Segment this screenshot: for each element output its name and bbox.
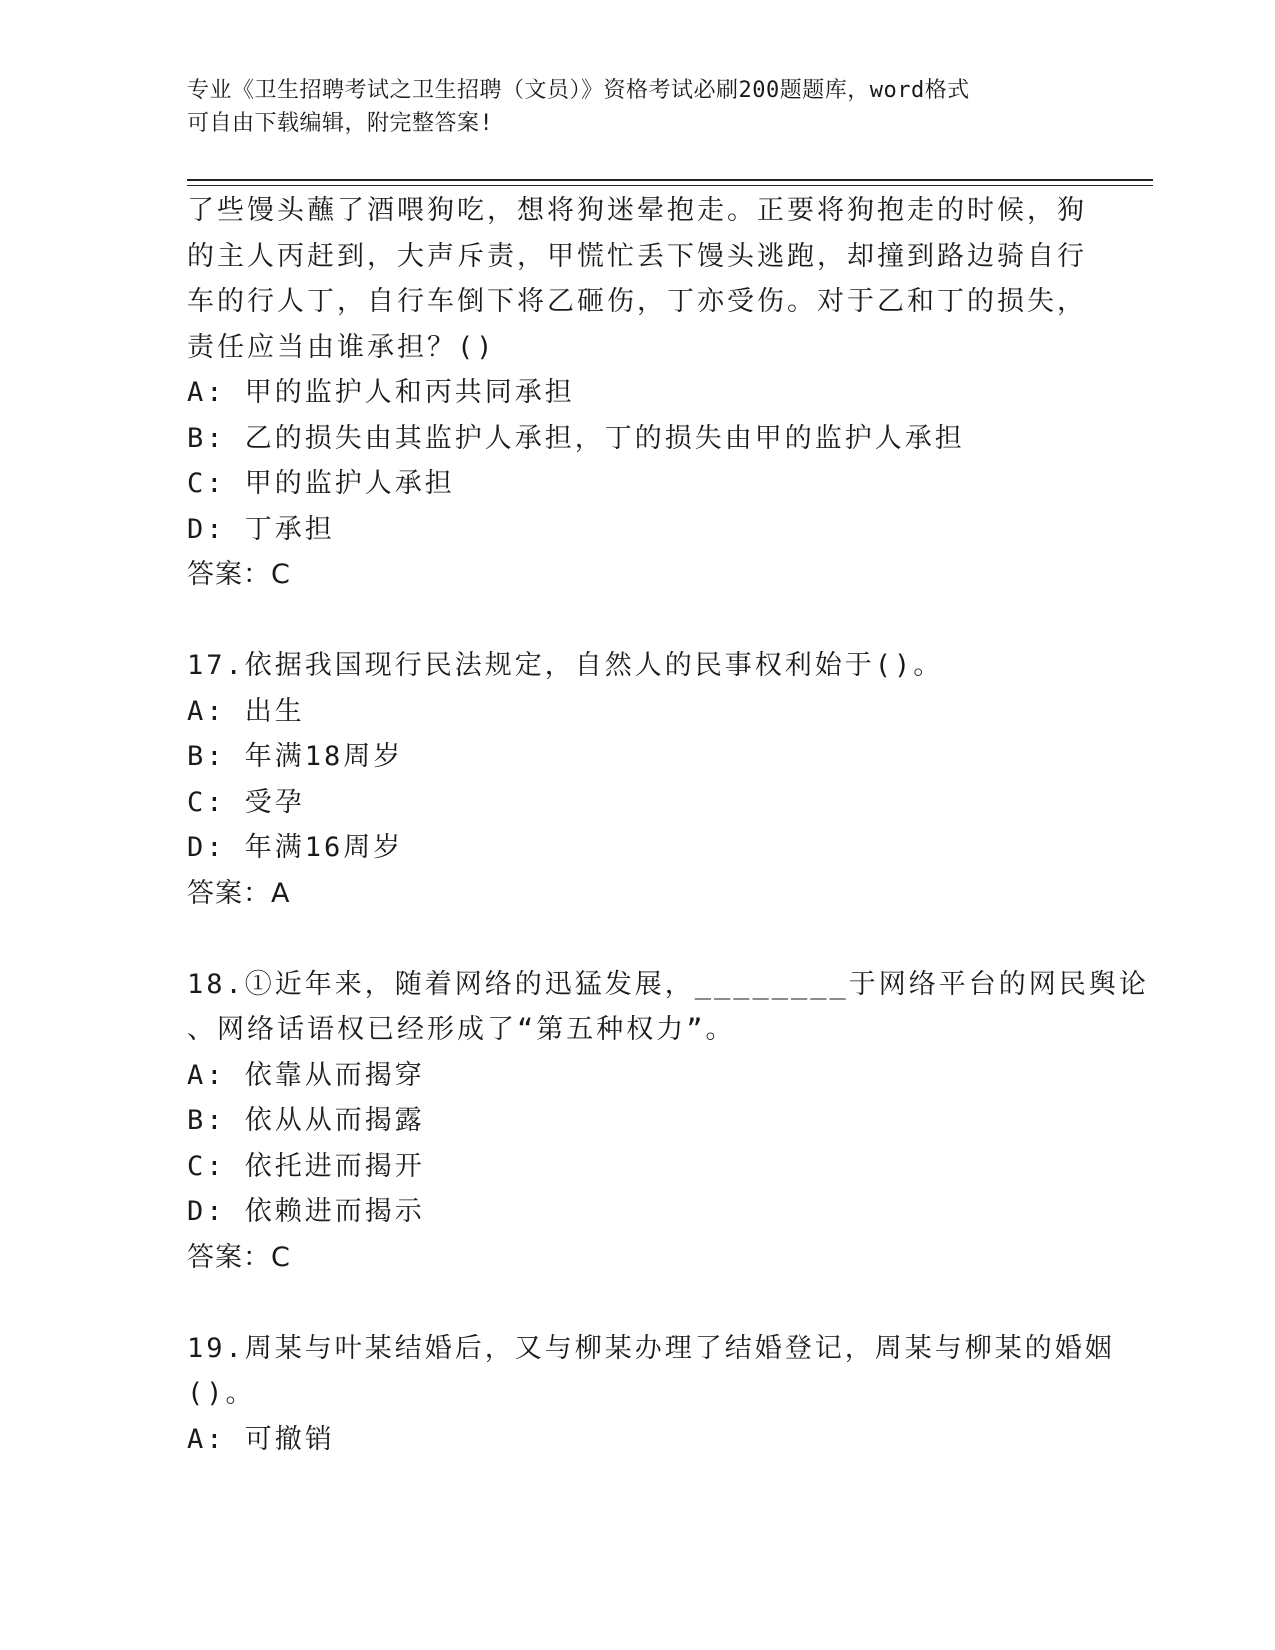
question-text-line: 19.周某与叶某结婚后，又与柳某办理了结婚登记，周某与柳某的婚姻 — [187, 1332, 1115, 1364]
option-c: C: 甲的监护人承担 — [187, 468, 455, 499]
header-line-2: 可自由下载编辑，附完整答案! — [187, 111, 494, 136]
option-c: C: 依托进而揭开 — [187, 1150, 425, 1182]
option-a: A: 甲的监护人和丙共同承担 — [187, 377, 575, 408]
header-line-1: 专业《卫生招聘考试之卫生招聘（文员）》资格考试必刷200题题库，word格式 — [187, 78, 970, 103]
question-text-line: 了些馒头蘸了酒喂狗吃，想将狗迷晕抱走。正要将狗抱走的时候，狗 — [187, 195, 1087, 226]
question-text-line: 的主人丙赶到，大声斥责，甲慌忙丢下馒头逃跑，却撞到路边骑自行 — [187, 240, 1087, 272]
question-text-line: 、网络话语权已经形成了“第五种权力”。 — [187, 1014, 736, 1045]
question-text-line: 18.①近年来，随着网络的迅猛发展，________于网络平台的网民舆论 — [187, 968, 1149, 1000]
option-b: B: 年满18周岁 — [187, 741, 404, 772]
page-header — [187, 74, 1067, 140]
option-a: A: 出生 — [187, 695, 305, 727]
answer: 答案：C — [187, 559, 291, 590]
option-d: D: 年满16周岁 — [187, 832, 404, 863]
option-a: A: 可撤销 — [187, 1423, 335, 1455]
question-content — [187, 188, 1149, 1462]
question-18 — [187, 962, 1149, 1281]
spacer — [187, 1280, 1087, 1326]
answer: 答案：A — [187, 877, 291, 909]
answer: 答案：C — [187, 1241, 291, 1273]
question-16 — [187, 188, 1087, 598]
spacer — [187, 916, 1087, 962]
option-a: A: 依靠从而揭穿 — [187, 1059, 425, 1091]
option-d: D: 依赖进而揭示 — [187, 1196, 425, 1227]
question-19 — [187, 1326, 1115, 1463]
option-c: C: 受孕 — [187, 786, 305, 818]
question-text-line: ()。 — [187, 1378, 256, 1409]
option-b: B: 依从从而揭露 — [187, 1105, 425, 1136]
option-b: B: 乙的损失由其监护人承担，丁的损失由甲的监护人承担 — [187, 422, 965, 454]
header-divider — [187, 179, 1153, 186]
option-d: D: 丁承担 — [187, 513, 335, 545]
question-17 — [187, 643, 1087, 916]
spacer — [187, 598, 1087, 644]
question-text-line: 车的行人丁，自行车倒下将乙砸伤，丁亦受伤。对于乙和丁的损失， — [187, 286, 1087, 317]
question-text-line: 17.依据我国现行民法规定，自然人的民事权利始于()。 — [187, 650, 944, 681]
question-text-line: 责任应当由谁承担？() — [187, 331, 496, 363]
